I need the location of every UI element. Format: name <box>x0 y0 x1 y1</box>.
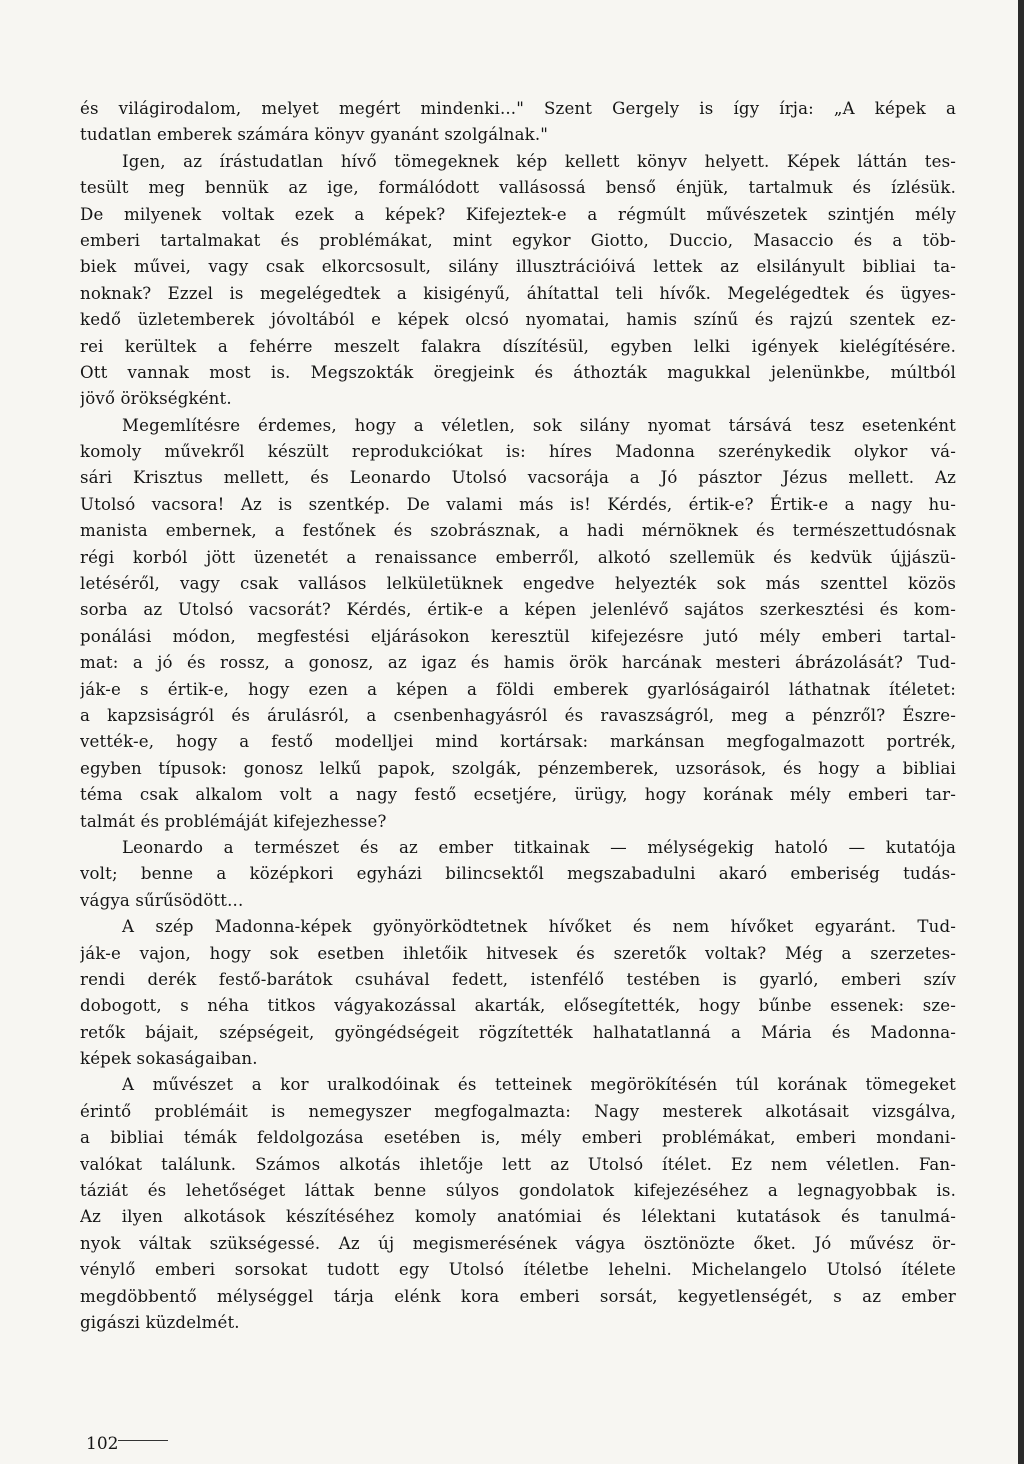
text-line: vágya sűrűsödött... <box>80 890 244 910</box>
text-line: ják-e s értik-e, hogy ezen a képen a földi emberek gyarlóságairól láthatnak ítéletet: <box>80 679 956 699</box>
text-line: letéséről, vagy csak vallásos lelkületüknek engedve helyezték sok más szenttel közös <box>80 574 956 594</box>
text-line: mat: a jó és rossz, a gonosz, az igaz és hamis örök harcának mesteri ábrázolását? Tud- <box>80 653 956 673</box>
text-line: egyben típusok: gonosz lelkű papok, szolgák, pénzemberek, uzsorások, és hogy a bibliai <box>80 758 956 778</box>
text-line: a bibliai témák feldolgozása esetében is, mély emberi problémákat, emberi mondani- <box>80 1128 956 1148</box>
text-line: nyok váltak szükségessé. Az új megismerésének vágya ösztönözte őket. Jó művész ör- <box>80 1233 956 1253</box>
text-line: De milyenek voltak ezek a képek? Kifejeztek-e a régmúlt művészetek szintjén mély <box>80 204 956 224</box>
text-line: és világirodalom, melyet megért mindenki..." Szent Gergely is így írja: „A képek a <box>80 99 956 118</box>
text-line: A szép Madonna-képek gyönyörködtetnek hívőket és nem hívőket egyaránt. Tud- <box>122 917 956 937</box>
text-line: komoly művekről készült reprodukciókat is: híres Madonna szerénykedik olykor vá- <box>80 442 956 462</box>
text-line: tudatlan emberek számára könyv gyanánt szolgálnak." <box>80 125 549 145</box>
paragraph <box>80 835 956 914</box>
text-line: képek sokaságaiban. <box>80 1049 258 1069</box>
text-line: érintő problémáit is nemegyszer megfogalmazta: Nagy mesterek alkotásait vizsgálva, <box>80 1101 956 1121</box>
page-edge <box>1018 0 1024 1464</box>
text-line: vénylő emberi sorsokat tudott egy Utolsó ítéletbe lehelni. Michelangelo Utolsó ítélete <box>80 1260 956 1280</box>
text-line: jövő örökségként. <box>80 389 232 409</box>
paragraph <box>80 1072 956 1336</box>
text-line: rei kerültek a fehérre meszelt falakra díszítésül, egyben lelki igények kielégítésére. <box>80 336 956 356</box>
text-line: rendi derék festő-barátok csuhával fedett, istenfélő testében is gyarló, emberi szív <box>80 969 956 989</box>
text-line: biek művei, vagy csak elkorcsosult, silány illusztrációivá lettek az elsilányult bibliai ta- <box>80 257 956 277</box>
paragraph <box>80 96 956 149</box>
paragraph <box>80 149 956 413</box>
text-line: talmát és problémáját kifejezhesse? <box>80 811 387 831</box>
text-line: táziát és lehetőséget láttak benne súlyos gondolatok kifejezéséhez a legnagyobbak is. <box>80 1181 956 1201</box>
text-line: régi korból jött üzenetét a renaissance emberről, alkotó szellemük és kedvük újjászü- <box>80 547 956 567</box>
text-line: sorba az Utolsó vacsorát? Kérdés, értik-e a képen jelenlévő sajátos szerkesztési és kom- <box>80 600 956 620</box>
text-line: ponálási módon, megfestési eljárásokon keresztül kifejezésre jutó mély emberi tartal- <box>80 626 956 646</box>
text-line: téma csak alkalom volt a nagy festő ecsetjére, ürügy, hogy korának mély emberi tar- <box>80 785 956 805</box>
text-line: emberi tartalmakat és problémákat, mint egykor Giotto, Duccio, Masaccio és a töb- <box>80 230 956 250</box>
text-line: ják-e vajon, hogy sok esetben ihletőik hitvesek és szeretők voltak? Még a szerzetes- <box>80 943 956 963</box>
text-line: Ott vannak most is. Megszokták öregjeink és áthozták magukkal jelenünkbe, múltból <box>80 362 956 382</box>
text-line: megdöbbentő mélységgel tárja elénk kora emberi sorsát, kegyetlenségét, s az ember <box>80 1286 956 1306</box>
text-line: valókat találunk. Számos alkotás ihletője lett az Utolsó ítélet. Ez nem véletlen. Fan- <box>80 1154 956 1174</box>
text-line: Utolsó vacsora! Az is szentkép. De valami más is! Kérdés, értik-e? Értik-e a nagy hu- <box>80 494 956 514</box>
text-line: sári Krisztus mellett, és Leonardo Utolsó vacsorája a Jó pásztor Jézus mellett. Az <box>80 468 956 488</box>
text-line: manista embernek, a festőnek és szobrásznak, a hadi mérnöknek és természettudósnak <box>80 521 956 541</box>
text-line: Igen, az írástudatlan hívő tömegeknek kép kellett könyv helyett. Képek láttán tes- <box>122 151 956 171</box>
text-line: tesült meg bennük az ige, formálódott vallásossá benső énjük, tartalmuk és ízlésük. <box>80 178 956 198</box>
text-line: noknak? Ezzel is megelégedtek a kisigényű, áhítattal teli hívők. Megelégedtek és ügyes- <box>80 283 956 303</box>
text-line: kedő üzletemberek jóvoltából e képek olcsó nyomatai, hamis színű és rajzú szentek ez- <box>80 310 956 330</box>
text-line: Leonardo a természet és az ember titkainak — mélységekig hatoló — kutatója <box>122 837 956 857</box>
paragraph <box>80 914 956 1072</box>
footer-rule <box>118 1440 168 1441</box>
text-line: a kapzsiságról és árulásról, a csenbenhagyásról és ravaszságról, meg a pénzről? Észre- <box>80 705 956 725</box>
text-line: gigászi küzdelmét. <box>80 1312 240 1332</box>
text-line: Az ilyen alkotások készítéséhez komoly anatómiai és lélektani kutatások és tanulmá- <box>80 1207 956 1227</box>
text-line: Megemlítésre érdemes, hogy a véletlen, sok silány nyomat társává tesz esetenként <box>122 415 956 435</box>
text-line: vették-e, hogy a festő modelljei mind kortársak: markánsan megfogalmazott portrék, <box>80 732 956 752</box>
text-line: A művészet a kor uralkodóinak és tetteinek megörökítésén túl korának tömegeket <box>122 1075 956 1095</box>
text-line: volt; benne a középkori egyházi bilincsektől megszabadulni akaró emberiség tudás- <box>80 864 956 884</box>
paragraph <box>80 413 956 835</box>
page-number: 102 <box>86 1434 119 1454</box>
text-line: dobogott, s néha titkos vágyakozással akarták, elősegítették, hogy bűnbe essenek: sze- <box>80 996 956 1016</box>
page-body <box>80 96 956 1336</box>
text-line: retők bájait, szépségeit, gyöngédségeit rögzítették halhatatlanná a Mária és Madonna- <box>80 1022 956 1042</box>
